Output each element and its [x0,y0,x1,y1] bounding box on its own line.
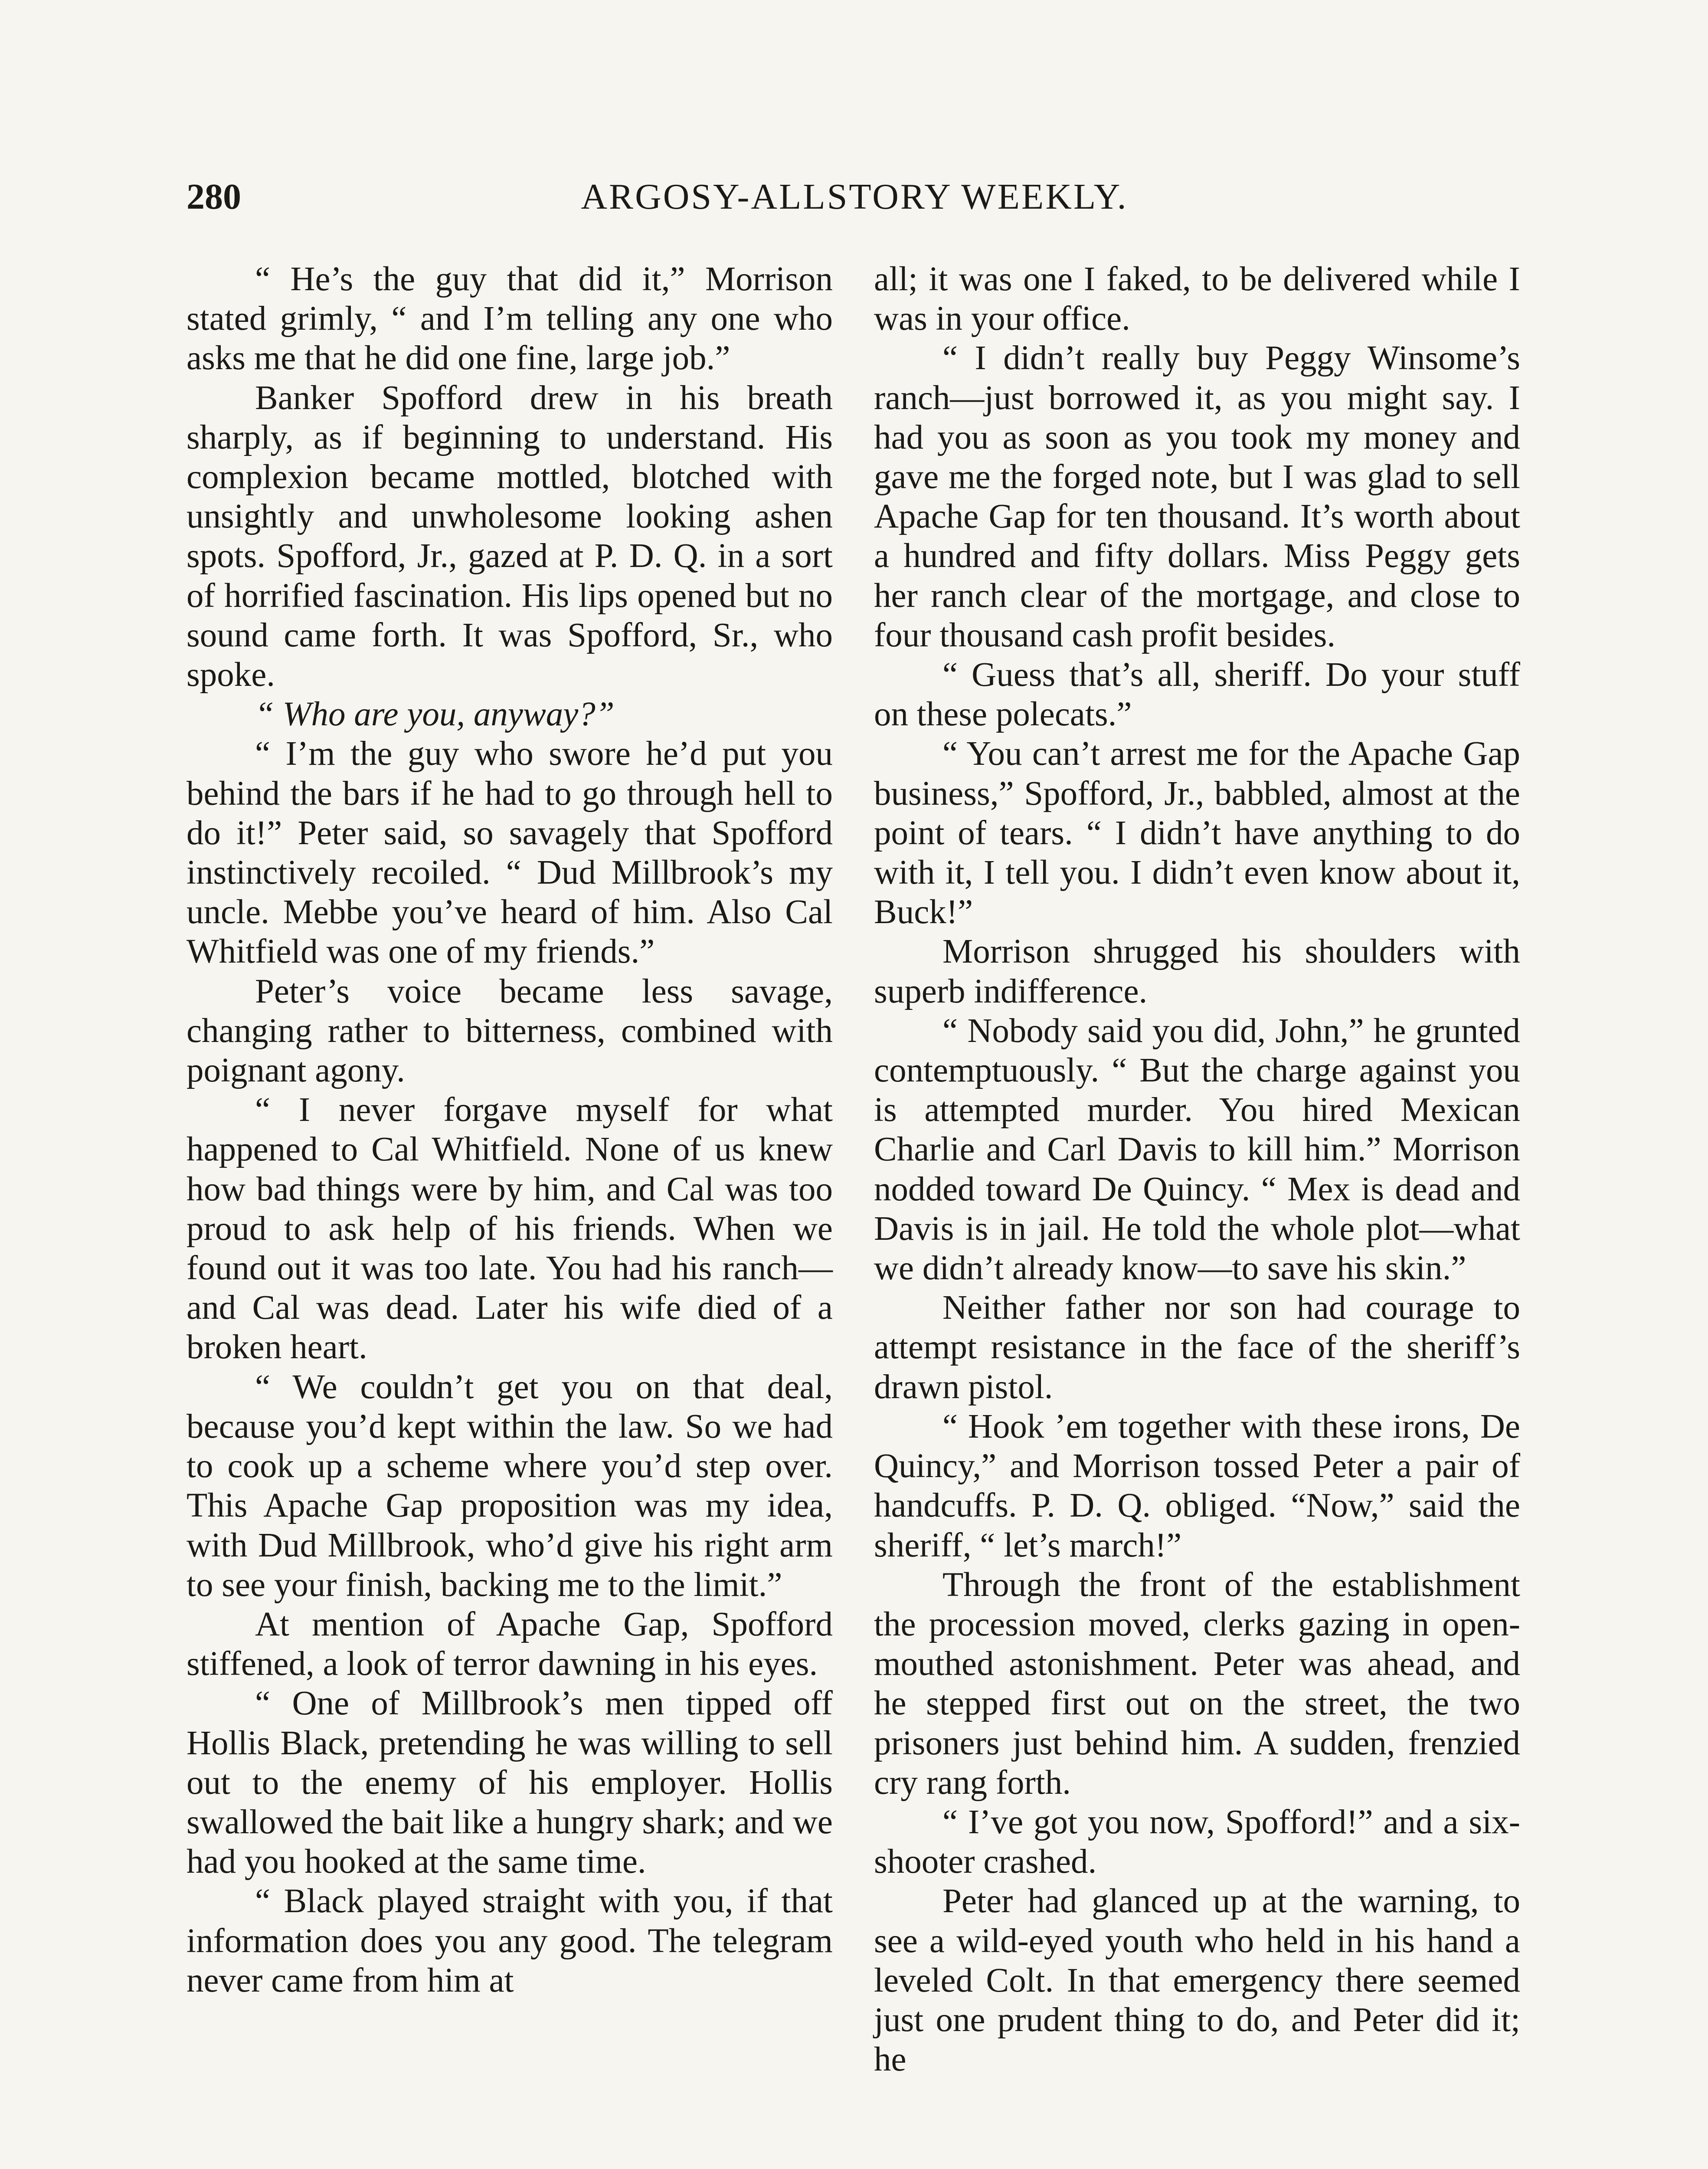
paragraph: Peter’s voice became less savage, changing rather to bitterness, combined with poignant agony. [187,972,833,1090]
paragraph: “ You can’t arrest me for the Apache Gap business,” Spofford, Jr., babbled, almost at the point of tears. “ I didn’t have anything to do with it, I tell you. I didn’t even know about it, Buck!” [874,735,1520,931]
paragraph: “ I’ve got you now, Spofford!” and a six-shooter crashed. [874,1803,1520,1881]
paragraph: “ Black played straight with you, if that information does you any good. The telegram never came from him at [187,1882,833,1999]
paragraph: “ Hook ’em together with these irons, De Quincy,” and Morrison tossed Peter a pair of handcuffs. P. D. Q. obliged. “Now,” said the sheriff, “ let’s march!” [874,1407,1520,1564]
paragraph: Peter had glanced up at the warning, to see a wild-eyed youth who held in his hand a leveled Colt. In that emergency there seemed just one prudent thing to do, and Peter did it; he [874,1882,1520,2079]
paragraph: Neither father nor son had courage to attempt resistance in the face of the sheriff’s drawn pistol. [874,1289,1520,1406]
running-title: ARGOSY-ALLSTORY WEEKLY. [581,177,1128,217]
page-header [187,176,1522,223]
italic-question: “ Who are you, anyway?” [255,695,615,734]
paragraph [187,695,833,734]
right-column [874,259,1520,2079]
paragraph: “ Guess that’s all, sheriff. Do your stuff on these polecats.” [874,656,1520,734]
paragraph: At mention of Apache Gap, Spofford stiffened, a look of terror dawning in his eyes. [187,1605,833,1683]
paragraph: “ I’m the guy who swore he’d put you behind the bars if he had to go through hell to do it!” Peter said, so savagely that Spofford instinctively recoiled. “ Dud Millbrook’s my uncle. Mebbe you’ve heard of him. Also Cal Whitfield was one of my friends.” [187,735,833,971]
paragraph: “ I didn’t really buy Peggy Winsome’s ranch—just borrowed it, as you might say. I had you as soon as you took my money and gave me the forged note, but I was glad to sell Apache Gap for ten thousand. It’s worth about a hundred and fifty dollars. Miss Peggy gets her ranch clear of the mortgage, and close to four thousand cash profit besides. [874,339,1520,654]
paragraph: “ Nobody said you did, John,” he grunted contemptuously. “ But the charge against you is attempted murder. You hired Mexican Charlie and Carl Davis to kill him.” Morrison nodded toward De Quincy. “ Mex is dead and Davis is in jail. He told the whole plot—what we didn’t already know—to save his skin.” [874,1012,1520,1288]
page-number: 280 [187,177,241,217]
paragraph: “ He’s the guy that did it,” Morrison stated grimly, “ and I’m telling any one who asks me that he did one fine, large job.” [187,260,833,377]
paragraph: all; it was one I faked, to be delivered while I was in your office. [874,260,1520,338]
paragraph: “ I never forgave myself for what happened to Cal Whitfield. None of us knew how bad things were by him, and Cal was too proud to ask help of his friends. When we found out it was too late. You had his ranch—and Cal was dead. Later his wife died of a broken heart. [187,1091,833,1366]
paragraph: “ One of Millbrook’s men tipped off Hollis Black, pretending he was willing to sell out to the enemy of his employer. Hollis swallowed the bait like a hungry shark; and we had you hooked at the same time. [187,1684,833,1881]
paragraph: “ We couldn’t get you on that deal, because you’d kept within the law. So we had to cook up a scheme where you’d step over. This Apache Gap proposition was my idea, with Dud Millbrook, who’d give his right arm to see your finish, backing me to the limit.” [187,1368,833,1604]
paragraph: Morrison shrugged his shoulders with superb indifference. [874,933,1520,1010]
paragraph: Banker Spofford drew in his breath sharply, as if beginning to understand. His complexion became mottled, blotched with unsightly and unwholesome looking ashen spots. Spofford, Jr., gazed at P. D. Q. in a sort of horrified fascination. His lips opened but no sound came forth. It was Spofford, Sr., who spoke. [187,379,833,694]
paragraph: Through the front of the establishment the procession moved, clerks gazing in open-mouthed astonishment. Peter was ahead, and he stepped first out on the street, the two prisoners just behind him. A sudden, frenzied cry rang forth. [874,1566,1520,1802]
left-column [187,259,833,2000]
